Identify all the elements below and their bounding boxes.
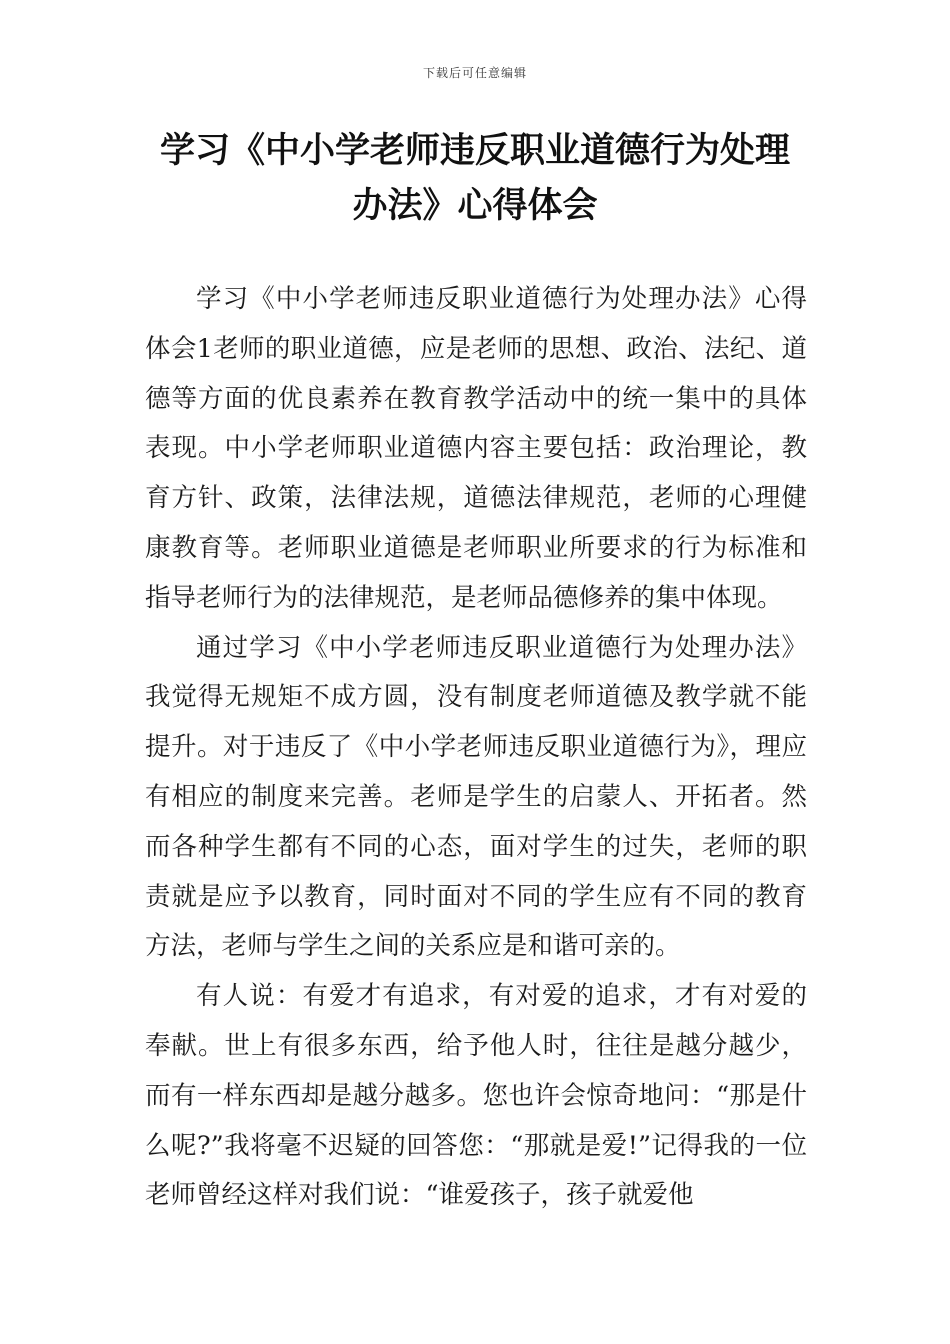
paragraph-1: 学习《中小学老师违反职业道德行为处理办法》心得体会1老师的职业道德，应是老师的思想、政治、法纪、道德等方面的优良素养在教育教学活动中的统一集中的具体表现。中小学老师职业道德内容主要包括：政治理论，教育方针、政策，法律法规，道德法律规范，老师的心理健康教育等。老师职业道德是老师职业所要求的行为标准和指导老师行为的法律规范，是老师品德修养的集中体现。 [145,284,807,613]
document-title: 学习《中小学老师违反职业道德行为处理办法》心得体会 [159,131,790,226]
paragraph-2: 通过学习《中小学老师违反职业道德行为处理办法》我觉得无规矩不成方圆，没有制度老师道德及教学就不能提升。对于违反了《中小学老师违反职业道德行为》，理应有相应的制度来完善。老师是学生的启蒙人、开拓者。然而各种学生都有不同的心态，面对学生的过失，老师的职责就是应予以教育，同时面对不同的学生应有不同的教育方法，老师与学生之间的关系应是和谐可亲的。 [145,632,807,962]
document-body [145,275,807,1221]
paragraph-3: 有人说：有爱才有追求，有对爱的追求，才有对爱的奉献。世上有很多东西，给予他人时，往往是越分越少，而有一样东西却是越分越多。您也许会惊奇地问：“那是什么呢?”我将毫不迟疑的回答您：“那就是爱!”记得我的一位老师曾经这样对我们说：“谁爱孩子，孩子就爱他 [145,981,807,1211]
header-note: 下载后可任意编辑 [422,66,527,80]
